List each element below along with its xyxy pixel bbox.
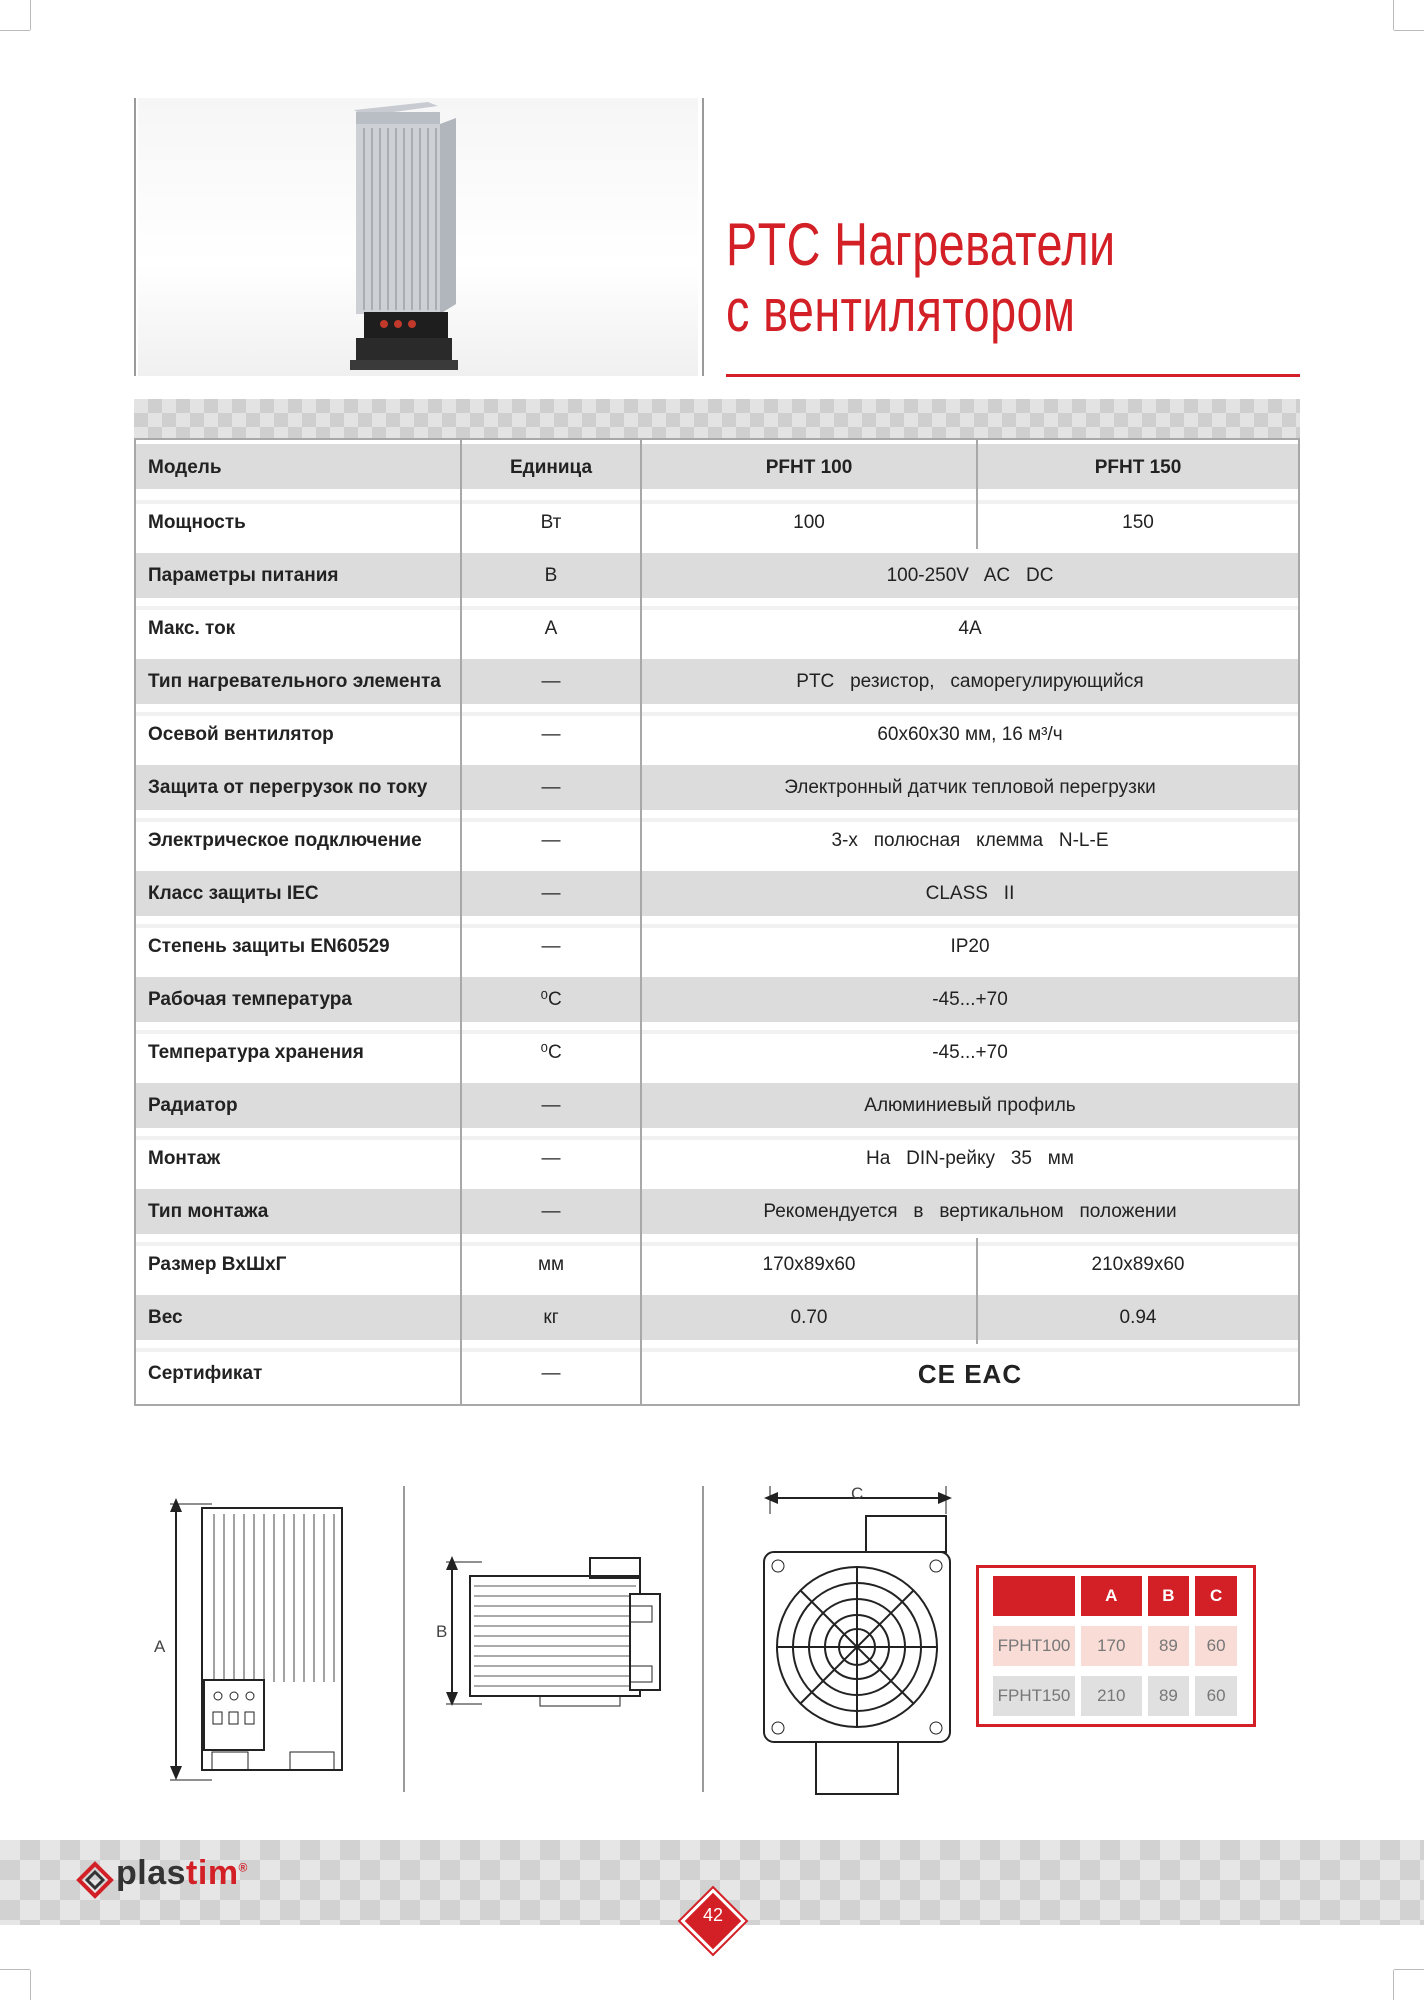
table-row xyxy=(135,1344,1299,1405)
dimension-label-a: A xyxy=(154,1637,166,1656)
param-cell: Класс защиты IEC xyxy=(135,867,461,920)
param-cell: Вес xyxy=(135,1291,461,1344)
front-view-drawing xyxy=(140,1490,400,1790)
certificate-cell xyxy=(641,1344,1299,1405)
param-cell: Сертификат xyxy=(135,1344,461,1405)
value-cell xyxy=(641,655,1299,708)
table-row xyxy=(135,602,1299,655)
value-text: Рекомендуется в вертикальном положении xyxy=(763,1200,1177,1222)
param-cell: Степень защиты EN60529 xyxy=(135,920,461,973)
unit-cell: — xyxy=(461,708,641,761)
unit-cell: — xyxy=(461,920,641,973)
value-cell xyxy=(641,1132,1299,1185)
value-cell: 100 xyxy=(641,496,977,549)
unit-cell: Вт xyxy=(461,496,641,549)
top-view-drawing xyxy=(756,1482,956,1802)
dimension-label-b: B xyxy=(436,1622,448,1641)
value-cell: 170x89x60 xyxy=(641,1238,977,1291)
unit-cell: А xyxy=(461,602,641,655)
logo-text-part: plas xyxy=(116,1854,187,1892)
unit-cell: ⁰С xyxy=(461,1026,641,1079)
unit-cell: ⁰С xyxy=(461,973,641,1026)
param-cell: Размер ВxШxГ xyxy=(135,1238,461,1291)
value-cell: 4A xyxy=(641,602,1299,655)
value-cell: 150 xyxy=(977,496,1299,549)
plastim-logo-icon xyxy=(76,1860,114,1900)
divider-line xyxy=(403,1486,405,1792)
value-cell: IP20 xyxy=(641,920,1299,973)
unit-cell: кг xyxy=(461,1291,641,1344)
table-row xyxy=(135,1079,1299,1132)
unit-cell: — xyxy=(461,655,641,708)
table-row xyxy=(135,1026,1299,1079)
unit-cell: — xyxy=(461,1132,641,1185)
dimension-table xyxy=(987,1576,1243,1716)
param-cell: Защита от перегрузок по току xyxy=(135,761,461,814)
dim-cell: FPHT150 xyxy=(993,1676,1075,1716)
crop-mark xyxy=(30,1970,31,2000)
value-cell xyxy=(641,814,1299,867)
dimension-table-frame xyxy=(976,1565,1256,1727)
param-cell: Рабочая температура xyxy=(135,973,461,1026)
dim-cell: FPHT100 xyxy=(993,1626,1075,1666)
dim-header-cell: A xyxy=(1081,1576,1142,1616)
unit-cell: мм xyxy=(461,1238,641,1291)
crop-mark xyxy=(1394,1969,1424,1970)
dimension-label-c: C xyxy=(851,1484,864,1503)
param-cell: Температура хранения xyxy=(135,1026,461,1079)
dim-header-cell: C xyxy=(1195,1576,1237,1616)
dim-cell: 89 xyxy=(1148,1626,1190,1666)
dim-cell: 60 xyxy=(1195,1676,1237,1716)
param-cell: Мощность xyxy=(135,496,461,549)
value-cell: Электронный датчик тепловой перегрузки xyxy=(641,761,1299,814)
title-underline xyxy=(726,374,1300,377)
value-cell xyxy=(641,1185,1299,1238)
registered-mark: ® xyxy=(238,1860,248,1875)
divider-line xyxy=(702,1486,704,1792)
crop-mark xyxy=(1393,1970,1394,2000)
param-cell: Радиатор xyxy=(135,1079,461,1132)
value-cell: Алюминиевый профиль xyxy=(641,1079,1299,1132)
unit-cell: — xyxy=(461,867,641,920)
dim-header-cell xyxy=(993,1576,1075,1616)
side-view-drawing xyxy=(430,1550,680,1720)
ce-eac-mark-icon: CE EAC xyxy=(917,1358,1023,1389)
dim-cell: 89 xyxy=(1148,1676,1190,1716)
divider-line xyxy=(134,98,136,376)
heater-image xyxy=(138,98,698,376)
title-line-2: с вентилятором xyxy=(726,277,1076,344)
crop-mark xyxy=(1394,30,1424,31)
product-photo xyxy=(138,98,698,376)
param-cell: Параметры питания xyxy=(135,549,461,602)
page-number: 42 xyxy=(702,1905,724,1925)
table-row xyxy=(135,496,1299,549)
crop-mark xyxy=(0,30,30,31)
dim-header-row xyxy=(993,1576,1237,1616)
dim-cell: 170 xyxy=(1081,1626,1142,1666)
header-cell: PFHT 100 xyxy=(641,439,977,496)
unit-cell: — xyxy=(461,1185,641,1238)
table-row xyxy=(135,867,1299,920)
spec-table xyxy=(134,438,1300,1406)
unit-cell: — xyxy=(461,1079,641,1132)
value-cell: 60x60x30 мм, 16 м³/ч xyxy=(641,708,1299,761)
table-header-row xyxy=(135,439,1299,496)
value-cell: -45...+70 xyxy=(641,1026,1299,1079)
table-row xyxy=(135,814,1299,867)
value-text: 100-250V AC DC xyxy=(886,564,1054,586)
header-cell: Модель xyxy=(135,439,461,496)
dim-cell: 60 xyxy=(1195,1626,1237,1666)
crop-mark xyxy=(0,1969,30,1970)
unit-cell: — xyxy=(461,1344,641,1405)
logo-text-accent: tim xyxy=(186,1854,239,1892)
table-row xyxy=(135,973,1299,1026)
table-row xyxy=(135,920,1299,973)
unit-cell: — xyxy=(461,814,641,867)
brand-logo xyxy=(116,1854,248,1893)
dim-cell: 210 xyxy=(1081,1676,1142,1716)
param-cell: Осевой вентилятор xyxy=(135,708,461,761)
table-row xyxy=(135,761,1299,814)
dim-row xyxy=(993,1626,1237,1666)
value-text: PTC резистор, саморегулирующийся xyxy=(796,670,1144,692)
param-cell: Электрическое подключение xyxy=(135,814,461,867)
table-row xyxy=(135,708,1299,761)
value-cell xyxy=(641,867,1299,920)
table-row xyxy=(135,1291,1299,1344)
header-cell: PFHT 150 xyxy=(977,439,1299,496)
param-cell: Тип нагревательного элемента xyxy=(135,655,461,708)
param-cell: Тип монтажа xyxy=(135,1185,461,1238)
page-title xyxy=(726,212,1116,344)
divider-line xyxy=(702,98,704,376)
value-cell: 0.70 xyxy=(641,1291,977,1344)
param-cell: Макс. ток xyxy=(135,602,461,655)
param-cell: Монтаж xyxy=(135,1132,461,1185)
unit-cell: — xyxy=(461,761,641,814)
value-cell xyxy=(641,549,1299,602)
value-text: На DIN-рейку 35 мм xyxy=(866,1147,1074,1169)
value-text: CLASS II xyxy=(925,882,1015,904)
value-cell: 0.94 xyxy=(977,1291,1299,1344)
value-cell: -45...+70 xyxy=(641,973,1299,1026)
decorative-pattern-band xyxy=(134,399,1300,439)
dim-row xyxy=(993,1676,1237,1716)
value-cell: 210x89x60 xyxy=(977,1238,1299,1291)
crop-mark xyxy=(1393,0,1394,30)
table-row xyxy=(135,1132,1299,1185)
table-row xyxy=(135,655,1299,708)
table-row xyxy=(135,1185,1299,1238)
title-line-1: PTC Нагреватели xyxy=(726,211,1116,278)
value-text: 3-х полюсная клемма N-L-E xyxy=(831,829,1109,851)
dim-header-cell: B xyxy=(1148,1576,1190,1616)
unit-cell: В xyxy=(461,549,641,602)
header-cell: Единица xyxy=(461,439,641,496)
crop-mark xyxy=(30,0,31,30)
table-row xyxy=(135,549,1299,602)
table-row xyxy=(135,1238,1299,1291)
